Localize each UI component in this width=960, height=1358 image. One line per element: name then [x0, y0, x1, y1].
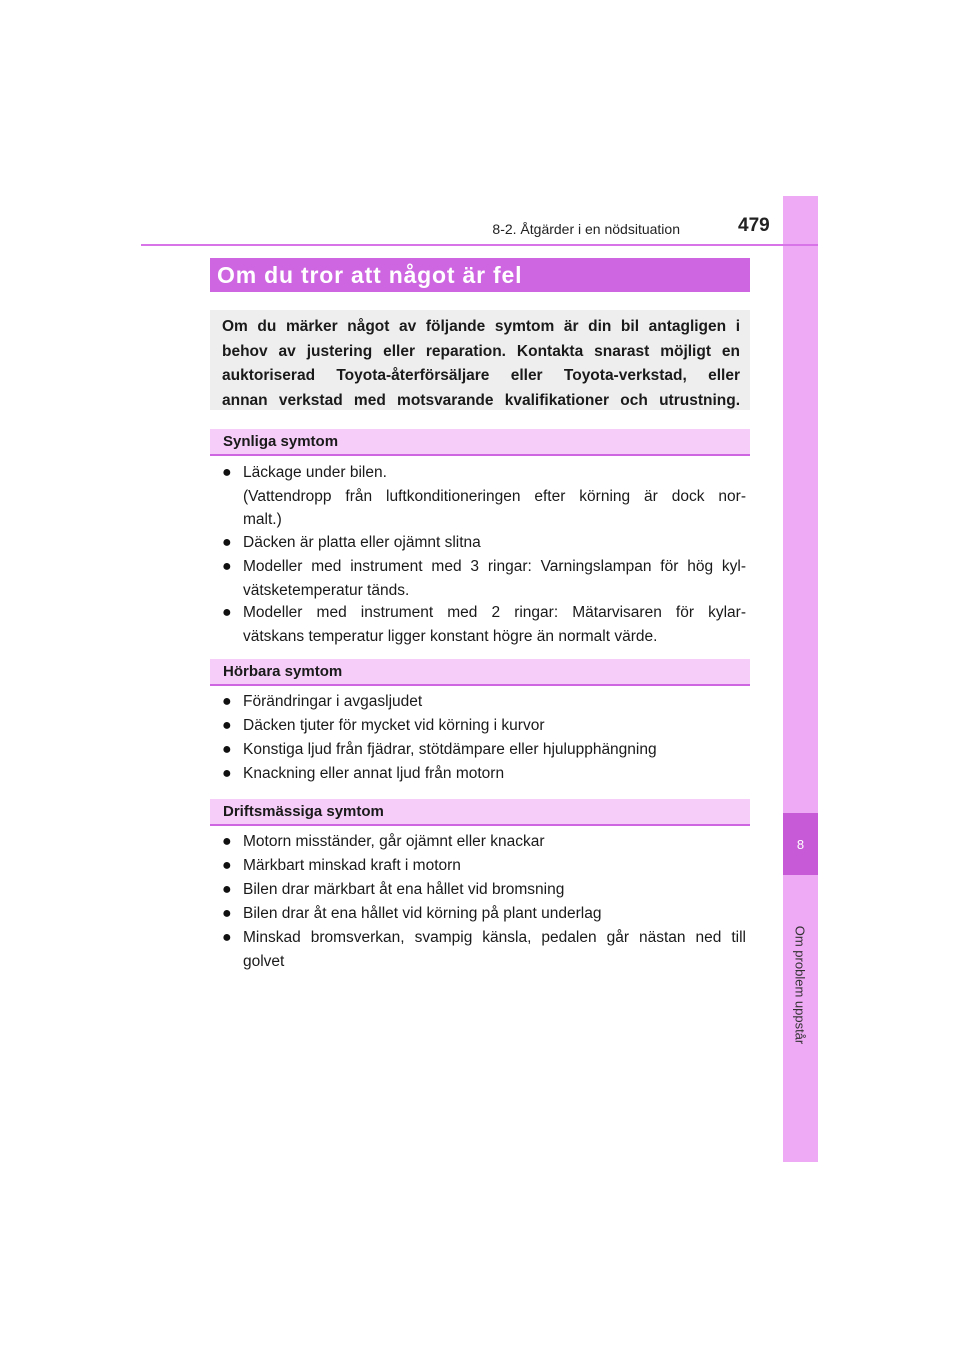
list-item [222, 762, 746, 786]
bullet-icon: ● [222, 905, 232, 922]
page-number: 479 [738, 215, 770, 236]
list-item [222, 902, 746, 926]
list-item-text: Modeller med instrument med 3 ringar: Varningslampan för hög kyl- [243, 558, 746, 575]
list-item-text: Bilen drar märkbart åt ena hållet vid bromsning [243, 881, 565, 898]
list-item-text: Konstiga ljud från fjädrar, stötdämpare eller hjulupphängning [243, 741, 657, 758]
section-heading-visible: Synliga symtom [210, 429, 750, 456]
list-item-text: Motorn misständer, går ojämnt eller knackar [243, 833, 545, 850]
intro-line: auktoriserad Toyota-återförsäljare eller Toyota-verkstad, eller [222, 367, 740, 384]
list-item [222, 926, 746, 973]
chapter-title-vertical: Om problem uppstår [792, 925, 808, 1045]
list-item-text: Knackning eller annat ljud från motorn [243, 765, 505, 782]
list-item [222, 531, 746, 555]
bullet-icon: ● [222, 881, 232, 898]
list-item-text: Däcken är platta eller ojämnt slitna [243, 534, 481, 551]
list-item-text: Minskad bromsverkan, svampig känsla, pedalen går nästan ned till [243, 929, 746, 946]
list-item-text: Bilen drar åt ena hållet vid körning på plant underlag [243, 905, 602, 922]
list-item-text: Modeller med instrument med 2 ringar: Mätarvisaren för kylar- [243, 604, 746, 621]
bullet-icon: ● [222, 534, 232, 551]
section-header: 8-2. Åtgärder i en nödsituation [492, 221, 680, 237]
list-item-text: Däcken tjuter för mycket vid körning i kurvor [243, 717, 545, 734]
list-item [222, 854, 746, 878]
bullet-icon: ● [222, 604, 232, 621]
bullet-icon: ● [222, 693, 232, 710]
bullet-icon: ● [222, 857, 232, 874]
section-heading-operational: Driftsmässiga symtom [210, 799, 750, 826]
intro-line: behov av justering eller reparation. Kontakta snarast möjligt en [222, 342, 740, 360]
list-item-text: (Vattendropp från luftkonditioneringen efter körning är dock nor- [243, 487, 746, 505]
intro-box [210, 310, 750, 410]
header-rule [141, 244, 818, 246]
list-item [222, 714, 746, 738]
section-heading-audible: Hörbara symtom [210, 659, 750, 686]
bullet-icon: ● [222, 765, 232, 782]
list-item [222, 830, 746, 854]
bullet-icon: ● [222, 464, 232, 481]
list-item-text: vätsketemperatur tänds. [243, 581, 410, 599]
list-item [222, 878, 746, 902]
intro-line: Om du märker något av följande symtom är din bil antagligen i [222, 318, 740, 335]
list-item-text: golvet [243, 952, 285, 970]
bullet-icon: ● [222, 929, 232, 946]
list-item [222, 461, 746, 532]
list-item-text: malt.) [243, 511, 282, 528]
bullet-icon: ● [222, 741, 232, 758]
list-item [222, 738, 746, 762]
bullet-icon: ● [222, 558, 232, 575]
bullet-icon: ● [222, 833, 232, 850]
list-item-text: Förändringar i avgasljudet [243, 693, 423, 710]
list-item-text: vätskans temperatur ligger konstant högre än normalt värde. [243, 627, 658, 645]
list-item-text: Märkbart minskad kraft i motorn [243, 857, 461, 874]
bullet-icon: ● [222, 717, 232, 734]
page-title: Om du tror att något är fel [210, 258, 750, 292]
list-item [222, 601, 746, 648]
list-item [222, 690, 746, 714]
list-item-text: Läckage under bilen. [243, 464, 387, 481]
chapter-number-badge: 8 [783, 813, 818, 875]
intro-line: annan verkstad med motsvarande kvalifikationer och utrustning. [222, 391, 740, 409]
list-item [222, 555, 746, 602]
